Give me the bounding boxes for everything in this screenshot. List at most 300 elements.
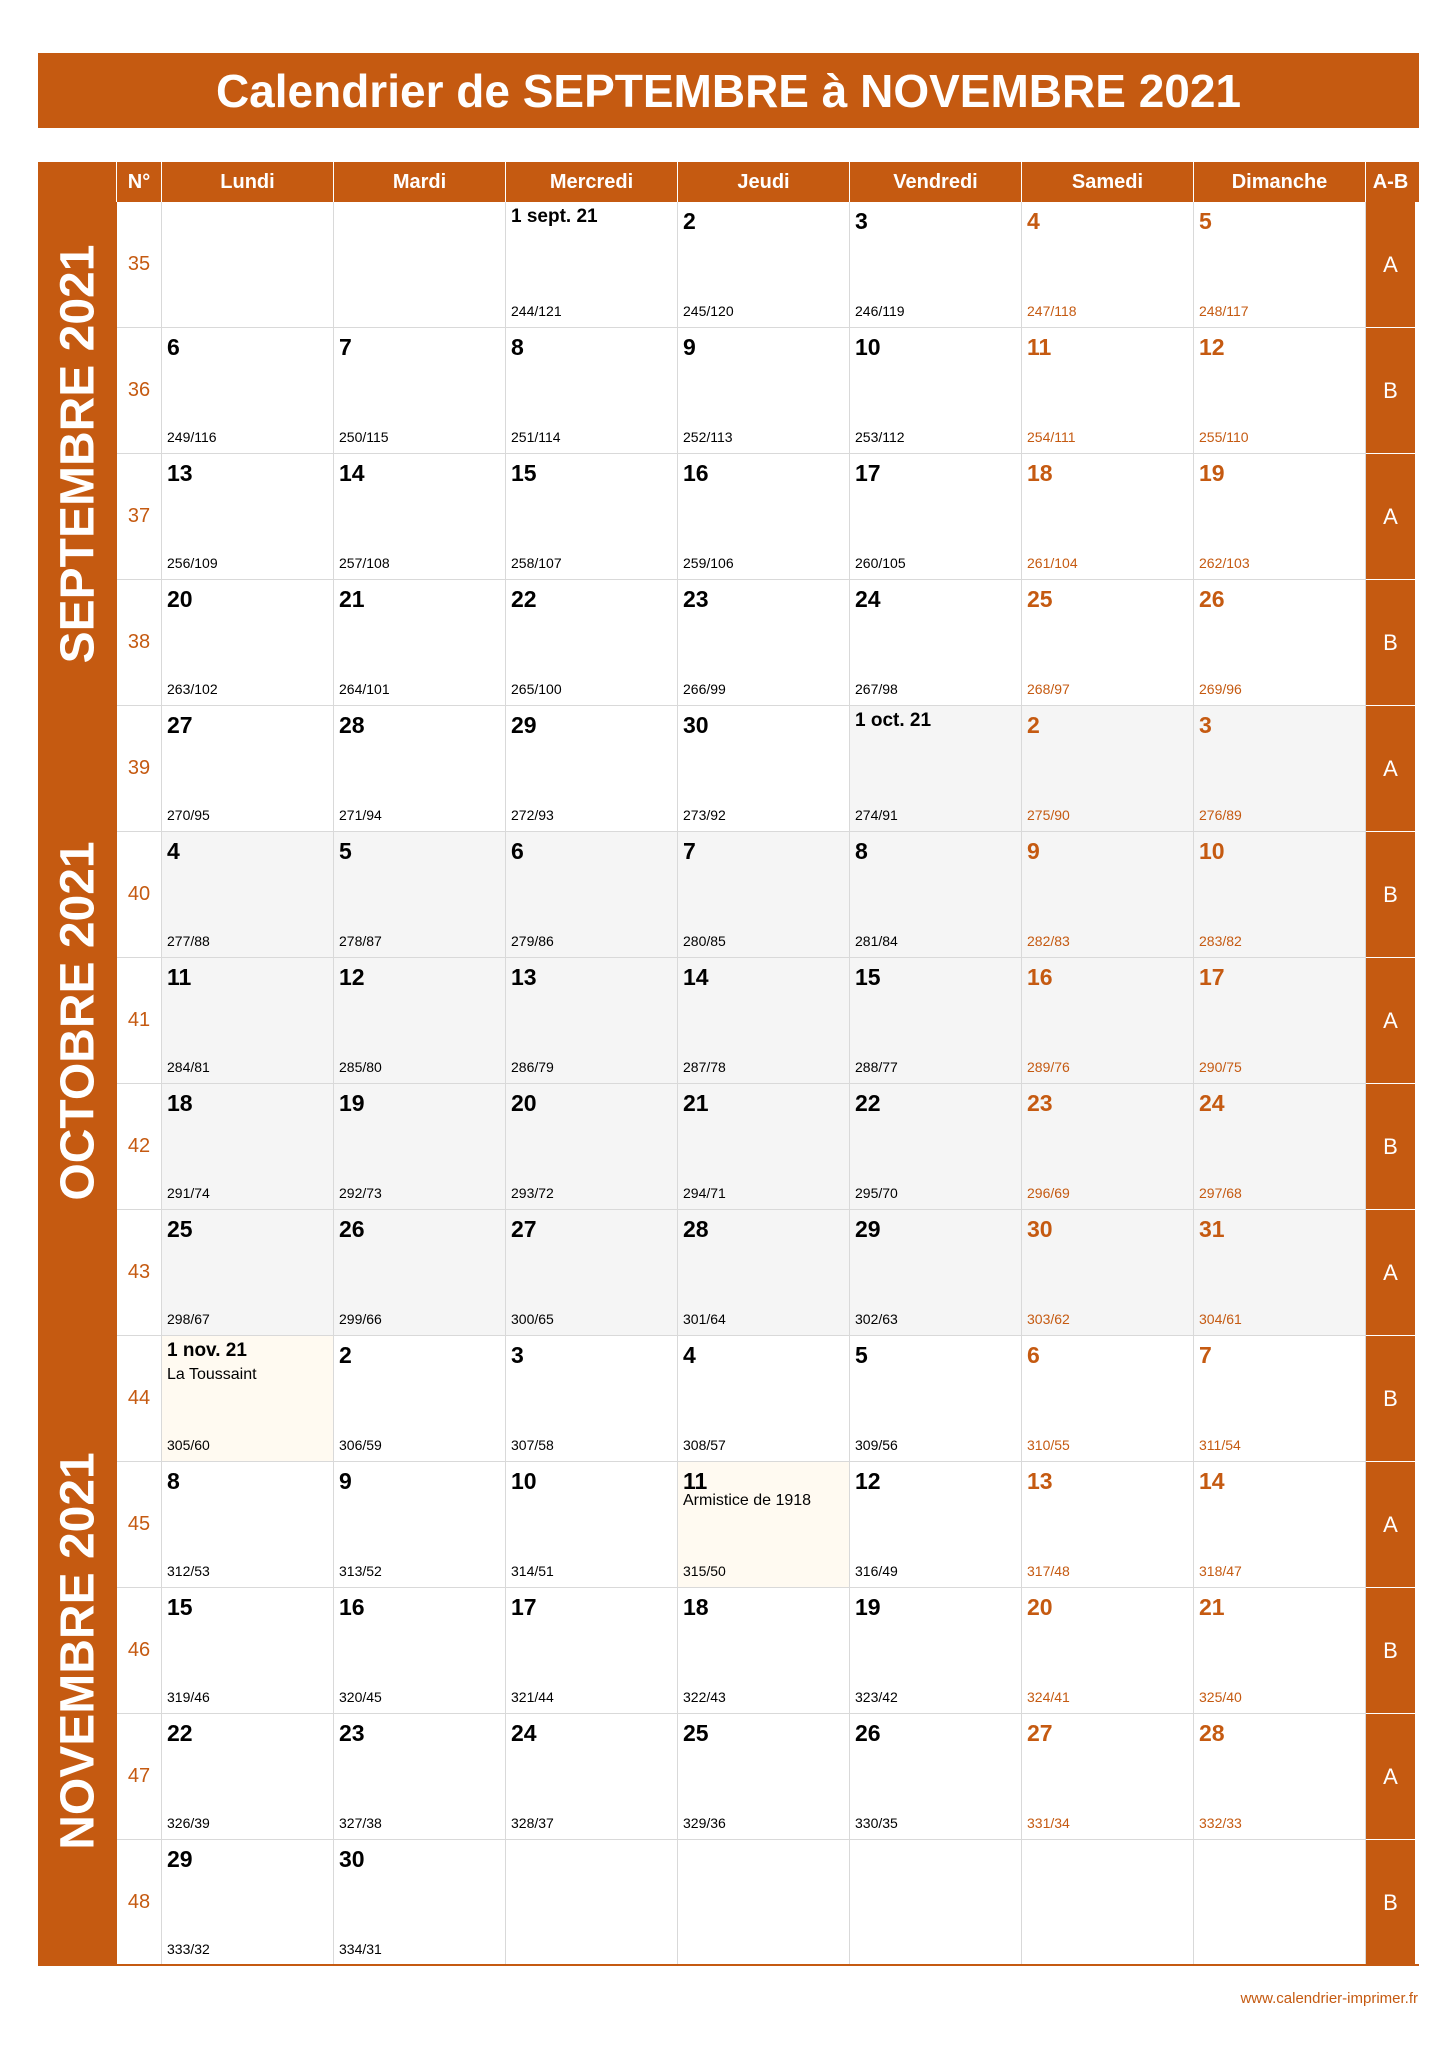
day-number: 1 oct. 21	[855, 710, 932, 731]
day-number: 25	[683, 1720, 709, 1746]
empty-day-cell	[506, 1840, 678, 1966]
day-of-year-count: 283/82	[1199, 933, 1242, 949]
day-cell	[678, 1336, 850, 1462]
week-row	[38, 1714, 1419, 1840]
day-number: 14	[1199, 1468, 1225, 1494]
day-cell	[506, 958, 678, 1084]
ab-week-label: A	[1366, 706, 1415, 832]
day-number: 29	[511, 712, 537, 738]
day-cell	[1194, 1084, 1366, 1210]
day-cell	[162, 1588, 334, 1714]
day-of-year-count: 331/34	[1027, 1815, 1070, 1831]
day-number: 27	[167, 712, 193, 738]
day-number: 3	[1199, 712, 1212, 738]
day-number: 17	[855, 460, 881, 486]
day-number: 7	[339, 334, 352, 360]
day-of-year-count: 250/115	[339, 429, 389, 445]
day-of-year-count: 258/107	[511, 555, 562, 571]
day-cell	[334, 1840, 506, 1966]
day-cell	[162, 580, 334, 706]
day-cell	[678, 832, 850, 958]
day-number: 18	[1027, 460, 1053, 486]
month-band	[38, 202, 117, 706]
day-of-year-count: 324/41	[1027, 1689, 1070, 1705]
day-of-year-count: 247/118	[1027, 303, 1077, 319]
day-of-year-count: 249/116	[167, 429, 217, 445]
day-number: 6	[511, 838, 524, 864]
day-of-year-count: 334/31	[339, 1941, 382, 1957]
day-cell	[162, 454, 334, 580]
empty-day-cell	[334, 202, 506, 328]
day-number: 27	[511, 1216, 537, 1242]
ab-week-label: A	[1366, 1462, 1415, 1588]
day-cell	[162, 1210, 334, 1336]
day-number: 28	[1199, 1720, 1225, 1746]
page-title: Calendrier de SEPTEMBRE à NOVEMBRE 2021	[38, 53, 1419, 128]
day-cell	[1022, 1210, 1194, 1336]
day-cell	[1194, 454, 1366, 580]
day-cell	[1022, 832, 1194, 958]
day-of-year-count: 265/100	[511, 681, 562, 697]
day-of-year-count: 289/76	[1027, 1059, 1070, 1075]
day-number: 5	[855, 1342, 868, 1368]
day-number: 9	[339, 1468, 352, 1494]
ab-week-label: A	[1366, 1210, 1415, 1336]
day-cell	[1194, 1714, 1366, 1840]
day-number: 23	[339, 1720, 365, 1746]
day-of-year-count: 256/109	[167, 555, 218, 571]
day-cell	[1194, 832, 1366, 958]
day-number: 11	[683, 1468, 708, 1494]
month-band	[38, 706, 117, 1336]
day-of-year-count: 316/49	[855, 1563, 898, 1579]
day-number: 28	[339, 712, 365, 738]
day-of-year-count: 329/36	[683, 1815, 726, 1831]
day-of-year-count: 315/50	[683, 1563, 726, 1579]
day-number: 7	[1199, 1342, 1212, 1368]
day-of-year-count: 280/85	[683, 933, 726, 949]
day-of-year-count: 322/43	[683, 1689, 726, 1705]
day-cell	[162, 1714, 334, 1840]
day-cell	[678, 1714, 850, 1840]
day-cell	[334, 1210, 506, 1336]
day-cell	[162, 1840, 334, 1966]
empty-day-cell	[1022, 1840, 1194, 1966]
day-number: 24	[1199, 1090, 1225, 1116]
day-cell	[850, 706, 1022, 832]
day-cell	[850, 1588, 1022, 1714]
empty-day-cell	[678, 1840, 850, 1966]
day-cell	[506, 1462, 678, 1588]
calendar-grid	[38, 202, 1419, 1966]
day-number: 4	[167, 838, 180, 864]
ab-week-label: A	[1366, 202, 1415, 328]
week-number: 39	[117, 706, 162, 832]
day-number: 9	[683, 334, 696, 360]
day-cell	[162, 1084, 334, 1210]
day-of-year-count: 273/92	[683, 807, 726, 823]
week-row	[38, 1840, 1419, 1966]
day-number: 16	[683, 460, 709, 486]
day-cell	[850, 832, 1022, 958]
day-of-year-count: 288/77	[855, 1059, 898, 1075]
day-of-year-count: 290/75	[1199, 1059, 1242, 1075]
week-row	[38, 1210, 1419, 1336]
day-cell	[678, 1210, 850, 1336]
day-number: 30	[339, 1846, 365, 1872]
day-number: 24	[511, 1720, 537, 1746]
day-of-year-count: 269/96	[1199, 681, 1242, 697]
day-of-year-count: 278/87	[339, 933, 382, 949]
day-cell	[850, 1714, 1022, 1840]
month-band	[38, 1336, 117, 1966]
week-number: 48	[117, 1840, 162, 1966]
day-of-year-count: 259/106	[683, 555, 734, 571]
day-of-year-count: 248/117	[1199, 303, 1249, 319]
day-number: 18	[167, 1090, 193, 1116]
week-number: 46	[117, 1588, 162, 1714]
month-label: NOVEMBRE 2021	[51, 1452, 104, 1850]
day-of-year-count: 268/97	[1027, 681, 1070, 697]
day-cell	[506, 454, 678, 580]
day-of-year-count: 274/91	[855, 807, 898, 823]
day-number: 30	[683, 712, 709, 738]
day-of-year-count: 245/120	[683, 303, 734, 319]
empty-day-cell	[850, 1840, 1022, 1966]
day-number: 8	[855, 838, 868, 864]
day-number: 30	[1027, 1216, 1053, 1242]
column-header-row	[38, 162, 1419, 202]
footer-website: www.calendrier-imprimer.fr	[1240, 1990, 1418, 2007]
day-cell	[1194, 580, 1366, 706]
day-of-year-count: 305/60	[167, 1437, 210, 1453]
day-of-year-count: 298/67	[167, 1311, 210, 1327]
day-cell	[1194, 958, 1366, 1084]
day-of-year-count: 287/78	[683, 1059, 726, 1075]
day-number: 24	[855, 586, 881, 612]
day-number: 22	[855, 1090, 881, 1116]
day-number: 15	[167, 1594, 193, 1620]
day-of-year-count: 293/72	[511, 1185, 554, 1201]
day-of-year-count: 271/94	[339, 807, 382, 823]
day-number: 12	[855, 1468, 881, 1494]
week-row	[38, 1588, 1419, 1714]
day-number: 22	[167, 1720, 193, 1746]
ab-week-label: B	[1366, 580, 1415, 706]
day-of-year-count: 318/47	[1199, 1563, 1242, 1579]
day-of-year-count: 299/66	[339, 1311, 382, 1327]
header-day-tuesday: Mardi	[334, 162, 506, 202]
day-cell	[1022, 454, 1194, 580]
day-number: 20	[167, 586, 193, 612]
day-number: 5	[1199, 208, 1212, 234]
day-of-year-count: 260/105	[855, 555, 906, 571]
day-of-year-count: 246/119	[855, 303, 905, 319]
week-row	[38, 202, 1419, 328]
week-row	[38, 580, 1419, 706]
day-of-year-count: 285/80	[339, 1059, 382, 1075]
day-cell	[1022, 328, 1194, 454]
day-cell	[1022, 1714, 1194, 1840]
day-cell	[678, 580, 850, 706]
day-number: 21	[1199, 1594, 1225, 1620]
day-cell	[334, 1084, 506, 1210]
day-cell	[162, 1462, 334, 1588]
day-of-year-count: 277/88	[167, 933, 210, 949]
day-cell	[1022, 1462, 1194, 1588]
day-cell	[334, 580, 506, 706]
day-cell	[506, 832, 678, 958]
day-number: 16	[339, 1594, 365, 1620]
day-number: 18	[683, 1594, 709, 1620]
day-number: 9	[1027, 838, 1040, 864]
day-number: 23	[683, 586, 709, 612]
day-number: 3	[855, 208, 868, 234]
day-number: 19	[1199, 460, 1225, 486]
day-cell	[334, 1714, 506, 1840]
day-cell	[850, 1462, 1022, 1588]
day-cell	[678, 706, 850, 832]
day-of-year-count: 292/73	[339, 1185, 382, 1201]
header-day-sunday: Dimanche	[1194, 162, 1366, 202]
header-day-thursday: Jeudi	[678, 162, 850, 202]
day-of-year-count: 279/86	[511, 933, 554, 949]
day-cell	[1022, 202, 1194, 328]
day-cell	[334, 328, 506, 454]
day-of-year-count: 297/68	[1199, 1185, 1242, 1201]
week-number: 44	[117, 1336, 162, 1462]
day-number: 17	[511, 1594, 537, 1620]
day-number: 26	[1199, 586, 1225, 612]
week-number: 37	[117, 454, 162, 580]
week-number: 43	[117, 1210, 162, 1336]
ab-week-label: B	[1366, 328, 1415, 454]
day-number: 20	[511, 1090, 537, 1116]
day-of-year-count: 317/48	[1027, 1563, 1070, 1579]
week-number: 35	[117, 202, 162, 328]
day-cell	[334, 1588, 506, 1714]
day-of-year-count: 310/55	[1027, 1437, 1070, 1453]
day-cell	[678, 1462, 850, 1588]
day-of-year-count: 319/46	[167, 1689, 210, 1705]
header-day-wednesday: Mercredi	[506, 162, 678, 202]
day-cell	[506, 706, 678, 832]
grid-bottom-rule	[38, 1964, 1419, 1966]
day-of-year-count: 296/69	[1027, 1185, 1070, 1201]
day-number: 15	[855, 964, 881, 990]
day-of-year-count: 282/83	[1027, 933, 1070, 949]
week-row	[38, 832, 1419, 958]
day-cell	[1022, 580, 1194, 706]
day-cell	[506, 1336, 678, 1462]
day-cell	[850, 1210, 1022, 1336]
day-cell	[334, 958, 506, 1084]
day-number: 6	[167, 334, 180, 360]
day-of-year-count: 307/58	[511, 1437, 554, 1453]
day-number: 31	[1199, 1216, 1225, 1242]
day-of-year-count: 328/37	[511, 1815, 554, 1831]
day-of-year-count: 320/45	[339, 1689, 382, 1705]
week-row	[38, 1336, 1419, 1462]
week-row	[38, 1462, 1419, 1588]
day-cell	[1194, 1336, 1366, 1462]
header-month-spacer	[38, 162, 117, 202]
day-cell	[1022, 1588, 1194, 1714]
ab-week-label: B	[1366, 1084, 1415, 1210]
day-of-year-count: 301/64	[683, 1311, 726, 1327]
day-number: 22	[511, 586, 537, 612]
day-of-year-count: 286/79	[511, 1059, 554, 1075]
day-of-year-count: 326/39	[167, 1815, 210, 1831]
empty-day-cell	[1194, 1840, 1366, 1966]
day-cell	[850, 454, 1022, 580]
day-number: 16	[1027, 964, 1053, 990]
day-cell	[850, 1084, 1022, 1210]
day-of-year-count: 323/42	[855, 1689, 898, 1705]
day-of-year-count: 309/56	[855, 1437, 898, 1453]
day-number: 25	[167, 1216, 193, 1242]
day-cell	[506, 1210, 678, 1336]
day-number: 27	[1027, 1720, 1053, 1746]
day-number: 6	[1027, 1342, 1040, 1368]
header-day-monday: Lundi	[162, 162, 334, 202]
day-of-year-count: 272/93	[511, 807, 554, 823]
day-of-year-count: 311/54	[1199, 1437, 1241, 1453]
day-of-year-count: 333/32	[167, 1941, 210, 1957]
day-of-year-count: 255/110	[1199, 429, 1249, 445]
day-of-year-count: 321/44	[511, 1689, 554, 1705]
day-cell	[1194, 1210, 1366, 1336]
day-of-year-count: 266/99	[683, 681, 726, 697]
day-number: 13	[511, 964, 537, 990]
holiday-label: La Toussaint	[167, 1366, 257, 1383]
week-row	[38, 958, 1419, 1084]
day-of-year-count: 267/98	[855, 681, 898, 697]
day-of-year-count: 312/53	[167, 1563, 210, 1579]
day-number: 12	[1199, 334, 1225, 360]
day-cell	[1022, 958, 1194, 1084]
day-cell	[850, 580, 1022, 706]
day-of-year-count: 262/103	[1199, 555, 1250, 571]
day-cell	[678, 958, 850, 1084]
day-cell	[1022, 1336, 1194, 1462]
day-number: 13	[167, 460, 193, 486]
day-cell	[678, 454, 850, 580]
ab-week-label: B	[1366, 1336, 1415, 1462]
day-cell	[850, 1336, 1022, 1462]
day-of-year-count: 314/51	[511, 1563, 554, 1579]
day-number: 8	[167, 1468, 180, 1494]
day-of-year-count: 254/111	[1027, 429, 1076, 445]
day-of-year-count: 304/61	[1199, 1311, 1242, 1327]
day-cell	[162, 832, 334, 958]
day-number: 14	[339, 460, 365, 486]
day-number: 13	[1027, 1468, 1053, 1494]
ab-week-label: B	[1366, 1840, 1415, 1966]
day-number: 1 nov. 21	[167, 1340, 247, 1361]
day-of-year-count: 306/59	[339, 1437, 382, 1453]
day-cell	[1022, 706, 1194, 832]
day-cell	[334, 706, 506, 832]
day-cell	[850, 958, 1022, 1084]
day-of-year-count: 303/62	[1027, 1311, 1070, 1327]
day-cell	[506, 1588, 678, 1714]
header-day-saturday: Samedi	[1022, 162, 1194, 202]
day-number: 15	[511, 460, 537, 486]
day-number: 29	[167, 1846, 193, 1872]
day-cell	[506, 1084, 678, 1210]
ab-week-label: A	[1366, 454, 1415, 580]
week-row	[38, 706, 1419, 832]
day-of-year-count: 302/63	[855, 1311, 898, 1327]
day-number: 28	[683, 1216, 709, 1242]
empty-day-cell	[162, 202, 334, 328]
month-label: OCTOBRE 2021	[51, 841, 104, 1201]
day-number: 23	[1027, 1090, 1053, 1116]
day-number: 26	[855, 1720, 881, 1746]
day-number: 11	[167, 964, 192, 990]
day-cell	[678, 1588, 850, 1714]
day-cell	[1194, 706, 1366, 832]
day-number: 4	[1027, 208, 1040, 234]
day-of-year-count: 330/35	[855, 1815, 898, 1831]
day-cell	[1194, 1588, 1366, 1714]
day-number: 14	[683, 964, 709, 990]
day-cell	[506, 328, 678, 454]
day-number: 10	[1199, 838, 1225, 864]
day-of-year-count: 308/57	[683, 1437, 726, 1453]
day-of-year-count: 257/108	[339, 555, 390, 571]
day-of-year-count: 291/74	[167, 1185, 210, 1201]
day-number: 26	[339, 1216, 365, 1242]
day-number: 10	[511, 1468, 537, 1494]
holiday-label: Armistice de 1918	[683, 1492, 812, 1509]
header-week-number: N°	[117, 162, 162, 202]
day-of-year-count: 325/40	[1199, 1689, 1242, 1705]
week-row	[38, 1084, 1419, 1210]
day-of-year-count: 275/90	[1027, 807, 1070, 823]
week-number: 45	[117, 1462, 162, 1588]
day-number: 1 sept. 21	[511, 206, 598, 227]
ab-week-label: B	[1366, 832, 1415, 958]
day-of-year-count: 300/65	[511, 1311, 554, 1327]
day-number: 20	[1027, 1594, 1053, 1620]
day-number: 8	[511, 334, 524, 360]
day-cell	[506, 1714, 678, 1840]
ab-week-label: A	[1366, 958, 1415, 1084]
ab-week-label: A	[1366, 1714, 1415, 1840]
day-cell	[334, 832, 506, 958]
week-row	[38, 454, 1419, 580]
day-number: 19	[339, 1090, 365, 1116]
day-of-year-count: 270/95	[167, 807, 210, 823]
week-number: 42	[117, 1084, 162, 1210]
day-number: 2	[339, 1342, 352, 1368]
header-day-friday: Vendredi	[850, 162, 1022, 202]
day-of-year-count: 252/113	[683, 429, 733, 445]
header-ab: A-B	[1372, 170, 1409, 193]
day-cell	[1194, 328, 1366, 454]
day-cell	[334, 1336, 506, 1462]
week-number: 36	[117, 328, 162, 454]
day-cell	[506, 202, 678, 328]
day-cell	[850, 202, 1022, 328]
day-number: 5	[339, 838, 352, 864]
day-number: 7	[683, 838, 696, 864]
day-of-year-count: 251/114	[511, 429, 561, 445]
day-cell	[334, 1462, 506, 1588]
day-of-year-count: 264/101	[339, 681, 390, 697]
